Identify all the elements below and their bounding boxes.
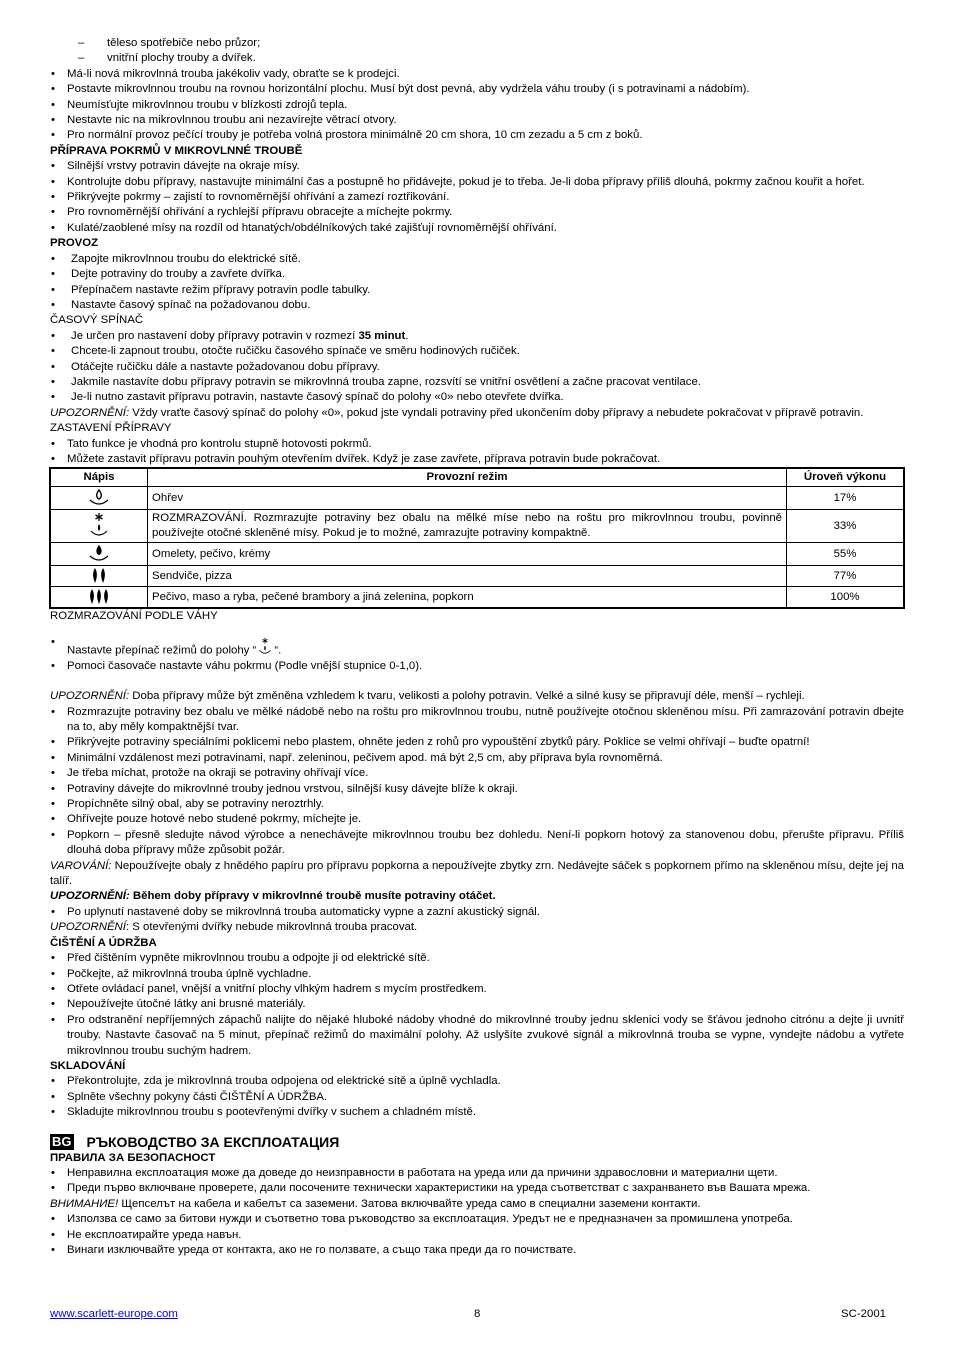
- list-item: • Използва се само за битови нужди и съответно това ръководство за експлоатация. Уредът не е предназначен за промишлена употреба.: [50, 1212, 904, 1227]
- list-item: • Kulaté/zaoblené mísy na rozdíl od htanatých/obdélníkových také zajišťují rovnoměrnější ohřívání.: [50, 221, 904, 236]
- list-item: • Ohřívejte pouze hotové nebo studené pokrmy, míchejte je.: [50, 812, 904, 827]
- turn-warning: UPOZORNĚNÍ: Během doby přípravy v mikrovlnné troubě musíte potraviny otáčet.: [50, 890, 496, 903]
- provoz-list: [50, 252, 904, 314]
- flame-double-icon: [50, 566, 148, 587]
- prep-list: [50, 159, 904, 236]
- list-item: • Přepínačem nastavte režim přípravy potravin podle tabulky.: [50, 283, 904, 298]
- document-page: [50, 36, 904, 1258]
- section-heading-prep: PŘÍPRAVA POKRMŮ V MIKROVLNNÉ TROUBĚ: [50, 144, 303, 157]
- section-heading-stop: ZASTAVENÍ PŘÍPRAVY: [50, 422, 172, 435]
- list-item: • Je určen pro nastavení doby přípravy potravin v rozmezí 35 minut.: [50, 329, 904, 344]
- list-item: • Před čištěním vypněte mikrovlnnou troubu a odpojte ji od elektrické sítě.: [50, 951, 904, 966]
- list-item: • Otřete ovládací panel, vnější a vnitřní plochy vlhkým hadrem s mycím prostředkem.: [50, 982, 904, 997]
- bg-list-2: [50, 1212, 904, 1258]
- language-badge: BG: [52, 1133, 72, 1149]
- list-item: • Nepoužívejte útočné látky ani brusné materiály.: [50, 997, 904, 1012]
- list-item: • Skladujte mikrovlnnou troubu s pootevřenými dvířky v suchem a chladném místě.: [50, 1105, 904, 1120]
- list-item: • Popkorn – přesně sledujte návod výrobce a nenechávejte mikrovlnnou troubu bez dohledu. Není-li popkorn hotový za stanovenou dobu, přerušte přípravu. Příliš dlouhá doba přípravy může způsobit požár.: [50, 828, 904, 859]
- intro-dash-list: [50, 36, 904, 67]
- table-header-row: [50, 468, 904, 487]
- table-row: [50, 510, 904, 543]
- list-item: • Zapojte mikrovlnnou troubu do elektrické sítě.: [50, 252, 904, 267]
- list-item: • Propíchněte silný obal, aby se potraviny neroztrhly.: [50, 797, 904, 812]
- list-item: – vnitřní plochy trouby a dvířek.: [50, 51, 904, 66]
- list-item: • Nestavte nic na mikrovlnnou troubu ani nezavírejte větrací otvory.: [50, 113, 904, 128]
- storage-list: [50, 1074, 904, 1120]
- list-item: • Postavte mikrovlnnou troubu na rovnou horizontální plochu. Musí být dost pevná, aby vydržela váhu trouby (i s potravinami a nádobím).: [50, 82, 904, 97]
- list-item: • Pro odstranění nepříjemných zápachů nalijte do nějaké hluboké nádoby vhodné do mikrovlnné trouby jednu sklenici vody se šťávou jednoho citrónu a dejte ji uvnitř trouby. Nastavte časovač na 5 minut, přepínač režimů do maximální polohy. Až uslyšíte zvukové signál a mikrovlnná trouba se vypne, vyndejte nádobu a vytřete mikrovlnnou troubu suchým hadrem.: [50, 1013, 904, 1059]
- bg-section-header: [50, 1133, 904, 1151]
- list-item: • Můžete zastavit přípravu potravin pouhým otevřením dvířek. Když je zase zavřete, příprava potravin bude pokračovat.: [50, 452, 904, 467]
- list-item: • Silnější vrstvy potravin dávejte na okraje mísy.: [50, 159, 904, 174]
- table-cell: Omelety, pečivo, krémy: [148, 543, 787, 566]
- table-cell: 33%: [787, 510, 905, 543]
- list-item: • Splněte všechny pokyny části ČIŠTĚNÍ A ÚDRŽBA.: [50, 1090, 904, 1105]
- flame-medium-icon: [50, 543, 148, 566]
- table-cell: 17%: [787, 487, 905, 510]
- section-heading-timer: ČASOVÝ SPÍNAČ: [50, 314, 144, 327]
- website-link[interactable]: www.scarlett-europe.com: [50, 1308, 178, 1320]
- list-item: • Je třeba míchat, protože na okraji se potraviny ohřívají více.: [50, 766, 904, 781]
- weight-warning: UPOZORNĚNÍ: Doba přípravy může být změněna vzhledem k tvaru, velikosti a polohy potravin. Velké a silné kusy se připravují déle, menší – rychleji.: [50, 690, 805, 703]
- list-item: • Преди първо включване проверете, дали посочените технически характеристики на уреда съответстват с захранването във Вашата мрежа.: [50, 1181, 904, 1196]
- timer-list: [50, 329, 904, 406]
- list-item: • Minimální vzdálenost mezi potravinami, např. zeleninou, pečivem apod. má být 2,5 cm, aby příprava byla rovnoměrná.: [50, 751, 904, 766]
- bg-title: РЪКОВОДСТВО ЗА ЕКСПЛОАТАЦИЯ: [86, 1133, 340, 1150]
- weight-items-list: [50, 705, 904, 859]
- intro-bullet-list: [50, 67, 904, 144]
- section-heading-weight: ROZMRAZOVÁNÍ PODLE VÁHY: [50, 610, 218, 623]
- list-item: • Dejte potraviny do trouby a zavřete dvířka.: [50, 267, 904, 282]
- list-item: • Je-li nutno zastavit přípravu potravin, nastavte časový spínač do polohy «0» nebo otevřete dvířka.: [50, 390, 904, 405]
- list-item: • Pro rovnoměrnější ohřívání a rychlejší přípravu obracejte a míchejte pokrmy.: [50, 205, 904, 220]
- table-cell: ROZMRAZOVÁNÍ. Rozmrazujte potraviny bez obalu na mělké míse nebo na roštu pro mikrovlnnou troubu, povinně používejte otočné skleněné mísy. Pokud je to možné, zamrazujte potraviny kompaktně.: [148, 510, 787, 543]
- page-number: 8: [474, 1308, 481, 1320]
- defrost-icon: [256, 635, 274, 659]
- table-row: [50, 566, 904, 587]
- list-item: • Неправилна експлоатация може да доведе до неизправности в работата на уреда или да причини здравословни и материални щети.: [50, 1166, 904, 1181]
- list-item: • Neumísťujte mikrovlnnou troubu v blízkosti zdrojů tepla.: [50, 98, 904, 113]
- list-item: • Tato funkce je vhodná pro kontrolu stupně hotovosti pokrmů.: [50, 437, 904, 452]
- flame-low-icon: [50, 487, 148, 510]
- cleaning-list: [50, 951, 904, 1059]
- list-item: • Přikrývejte pokrmy – zajistí to rovnoměrnější ohřívání a zamezí roztřikování.: [50, 190, 904, 205]
- list-item: • Překontrolujte, zda je mikrovlnná trouba odpojena od elektrické sítě a úplně vychladla.: [50, 1074, 904, 1089]
- timer-warning: UPOZORNĚNÍ: Vždy vraťte časový spínač do polohy «0», pokud jste vyndali potraviny před ukončením doby přípravy a nebudete pokračovat v přípravě potravin.: [50, 406, 864, 419]
- table-cell: Ohřev: [148, 487, 787, 510]
- table-cell: Pečivo, maso a ryba, pečené brambory a jiná zelenina, popkorn: [148, 587, 787, 609]
- list-item: • Nastavte časový spínač na požadovanou dobu.: [50, 298, 904, 313]
- list-item: • Má-li nová mikrovlnná trouba jakékoliv vady, obraťte se k prodejci.: [50, 67, 904, 82]
- list-item: • Otáčejte ručičku dále a nastavte požadovanou dobu přípravy.: [50, 360, 904, 375]
- bg-list-1: [50, 1166, 904, 1197]
- list-item: • Винаги изключвайте уреда от контакта, ако не го ползвате, а също така преди да го почиствате.: [50, 1243, 904, 1258]
- table-cell: Sendviče, pizza: [148, 566, 787, 587]
- weight-list: [50, 625, 904, 674]
- section-heading-provoz: PROVOZ: [50, 237, 99, 250]
- stop-list: [50, 437, 904, 468]
- list-item: • Po uplynutí nastavené doby se mikrovlnná trouba automaticky vypne a zazní akustický signál.: [50, 905, 904, 920]
- bg-warning: ВНИМАНИЕ! Щепселът на кабела и кабелът са заземени. Затова включвайте уреда само в специални заземени контакти.: [50, 1197, 701, 1210]
- list-item: • Přikrývejte potraviny speciálními poklicemi nebo plastem, ohněte jeden z rohů pro vypouštění zbytků páry. Poklice se velmi ohřívají – buďte opatrní!: [50, 735, 904, 750]
- defrost-icon: [50, 510, 148, 543]
- table-header: Úroveň výkonu: [787, 468, 905, 487]
- list-item: • Kontrolujte dobu přípravy, nastavujte minimální čas a postupně ho přidávejte, pokud je to třeba. Je-li doba přípravy příliš dlouhá, pokrmy začnou kouřit a hořet.: [50, 175, 904, 190]
- list-item: – těleso spotřebiče nebo průzor;: [50, 36, 904, 51]
- section-heading-cleaning: ČIŠTĚNÍ A ÚDRŽBA: [50, 936, 157, 949]
- section-heading-storage: SKLADOVÁNÍ: [50, 1059, 126, 1072]
- list-item: • Не експлоатирайте уреда навън.: [50, 1228, 904, 1243]
- table-row: [50, 543, 904, 566]
- table-cell: 100%: [787, 587, 905, 609]
- list-item: • Nastavte přepínač režimů do polohy “ “.: [50, 625, 904, 659]
- list-item: • Jakmile nastavíte dobu přípravy potravin se mikrovlnná trouba zapne, rozsvítí se vnitřní osvětlení a začne pracovat ventilace.: [50, 375, 904, 390]
- table-row: [50, 487, 904, 510]
- table-header: Provozní režim: [148, 468, 787, 487]
- list-item: • Rozmrazujte potraviny bez obalu ve mělké nádobě nebo na roštu pro mikrovlnnou troubu, nutně používejte otočnou skleněnou mísu. Při zamrazování potravin dbejte na to, aby měly kompaktnější tvar.: [50, 705, 904, 736]
- list-item: • Počkejte, až mikrovlnná trouba úplně vychladne.: [50, 967, 904, 982]
- door-warning: UPOZORNĚNÍ: S otevřenými dvířky nebude mikrovlnná trouba pracovat.: [50, 921, 418, 934]
- table-header: Nápis: [50, 468, 148, 487]
- table-row: [50, 587, 904, 609]
- list-item: • Pro normální provoz pečící trouby je potřeba volná prostora minimálně 20 cm shora, 10 cm zezadu a 5 cm z boků.: [50, 128, 904, 143]
- power-table: [49, 467, 905, 609]
- list-item: • Chcete-li zapnout troubu, otočte ručičku časového spínače ve směru hodinových ručiček.: [50, 344, 904, 359]
- list-item: • Pomoci časovače nastavte váhu pokrmu (Podle vnější stupnice 0-1,0).: [50, 659, 904, 674]
- table-cell: 77%: [787, 566, 905, 587]
- bg-subtitle: ПРАВИЛА ЗА БЕЗОПАСНОСТ: [50, 1151, 216, 1164]
- popcorn-warning: VAROVÁNÍ: Nepoužívejte obaly z hnědého papíru pro přípravu popkorna a nepoužívejte zbytky zrn. Nedávejte sáček s popkornem přímo na skleněnou mísu, dejte jej na talíř.: [50, 859, 904, 888]
- auto-list: [50, 905, 904, 920]
- table-cell: 55%: [787, 543, 905, 566]
- list-item: • Potraviny dávejte do mikrovlnné trouby jednou vrstvou, silnější kusy dávejte blíže k okraji.: [50, 782, 904, 797]
- model-number: SC-2001: [841, 1308, 886, 1320]
- flame-triple-icon: [50, 587, 148, 609]
